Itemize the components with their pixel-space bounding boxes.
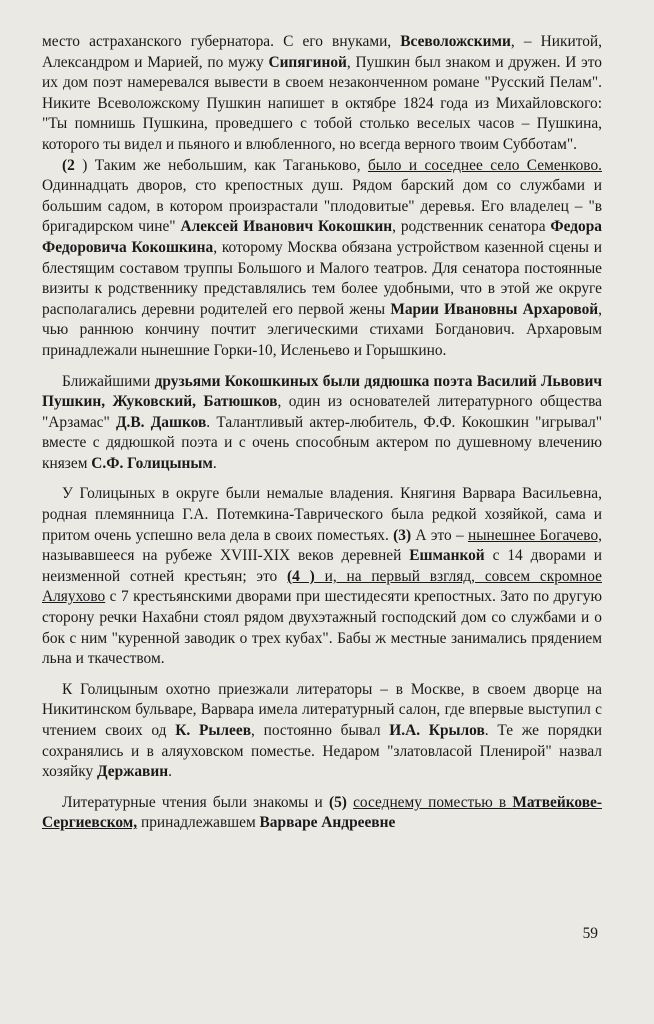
underlined-text: было и соседнее село Семенково. (367, 156, 602, 174)
text-span: , один из основателей литературного общества "Арзамас" (42, 393, 602, 431)
bold-text: Ешманкой (409, 547, 485, 565)
text-span: . Талантливый актер-любитель, Ф.Ф. Кокошкин "игрывал" вместе с дядюшкой поэта и с очень способным актером по душевному влечению князем (42, 413, 603, 472)
text-span: . (168, 763, 172, 781)
text-span: , – Никитой, Александром и Марией, по мужу (42, 33, 602, 71)
paragraph-3 (42, 372, 602, 475)
bold-text: Матвейкове-Сергиевском, (42, 793, 602, 832)
text-span: принадлежавшем (137, 814, 260, 832)
document-body (42, 32, 602, 834)
bold-text: Д.В. Дашков (115, 413, 207, 431)
paragraph-6 (42, 793, 602, 834)
bold-text: К. Рылеев (175, 722, 252, 739)
text-span: У Голицыных в округе были немалые владения. Княгиня Варвара Васильевна, родная племянница Г.А. Потемкина-Таврического была редкой хозяйкой, сама и притом очень успешно вела дела в своих поместьях. (42, 485, 602, 544)
text-span: , которому Москва обязана устройством казенной сцены и блестящим составом труппы Большого и Малого театров. Для сенатора постоянные визиты к родственнику представлялись тем более удобными, что в этой же округе располагались деревни родителей его первой жены (42, 238, 602, 318)
text-span: место астраханского губернатора. С его внуками, (42, 33, 401, 50)
underlined-text: соседнему поместью в (353, 793, 513, 811)
bold-text: Всеволожскими (400, 33, 511, 50)
text-span: Литературные чтения были знакомы и (62, 793, 329, 811)
bold-text: Варваре Андреевне (259, 814, 396, 832)
bold-text: Державин (97, 763, 169, 781)
text-span: К Голицыным охотно приезжали литераторы – в Москве, в своем дворце на Никитинском бульваре, Варвара имела литературный салон, где впервые выступил с чтением своих од (42, 680, 602, 739)
bold-text: Сипягиной (268, 53, 347, 71)
paragraph-5 (42, 680, 602, 783)
underlined-text: нынешнее Богачево, (467, 526, 603, 544)
bold-text: Федора Федоровича Кокошкина (42, 218, 603, 256)
text-span: . Те же порядки сохранялись и в аляуховском поместье. Недаром "златовласой Пленирой" назвал хозяйку (42, 722, 603, 781)
bold-text: (5) (328, 793, 347, 811)
bold-text: (2 (62, 156, 83, 174)
bold-text: Алексей Иванович Кокошкин (180, 218, 393, 236)
bold-text: (4 ) (287, 567, 315, 585)
text-span: называвшееся на рубеже XVIII-XIX веков деревней (42, 547, 410, 565)
bold-text: Марии Ивановны Архаровой (390, 300, 599, 318)
bold-text: С.Ф. Голицыным (91, 454, 213, 472)
text-span: Ближайшими (62, 372, 155, 390)
text-span: , чью раннюю кончину почтит элегическими стихами Богданович. Архаровым принадлежали нынешние Горки-10, Исленьево и Горышкино. (42, 300, 602, 359)
text-span: , Пушкин был знаком и дружен. И это их дом поэт намеревался вывести в своем незаконченном романе "Русский Пелам". Никите Всеволожскому Пушкин напишет в октябре 1824 года из Михайловского: "Ты помнишь Пушкина, проведшего с тобой столько веселых часов – Пушкина, которого ты видел и пьяного и влюбленного, но всегда верного твоим Субботам". (42, 53, 602, 153)
text-span: с 7 крестьянскими дворами при шестидесяти крепостных. Зато по другую сторону речки Нахабни стоял рядом двухэтажный господский дом со службами и о бок с ним "куренной заводик о трех кубах". Бабы ж местные занимались прядением льна и ткачеством. (42, 588, 602, 668)
text-span: с 14 дворами и неизменной сотней крестьян; это (42, 547, 603, 585)
bold-text: (3) (393, 526, 412, 544)
text-span: Одиннадцать дворов, сто крепостных душ. Рядом барский дом со службами и большим садом, в котором произрастали "плодовитые" деревья. Его владелец – "в бригадирском чине" (42, 177, 602, 236)
paragraph-4 (42, 484, 602, 669)
text-span: ) Таким же небольшим, как Таганьково, (82, 156, 368, 174)
page-number: 59 (582, 925, 598, 942)
text-span: А это – (411, 526, 468, 544)
text-span: . (212, 454, 217, 472)
paragraph-2 (42, 156, 602, 362)
underlined-text: и, на первый взгляд, совсем скромное Аляухово (42, 567, 603, 606)
text-span: , постоянно бывал (251, 722, 390, 739)
bold-text: И.А. Крылов (389, 722, 485, 739)
text-span: , родственник сенатора (392, 218, 551, 236)
paragraph-1 (42, 32, 602, 156)
bold-text: друзьями Кокошкиных были дядюшка поэта Василий Львович Пушкин, Жуковский, Батюшков (42, 372, 602, 411)
